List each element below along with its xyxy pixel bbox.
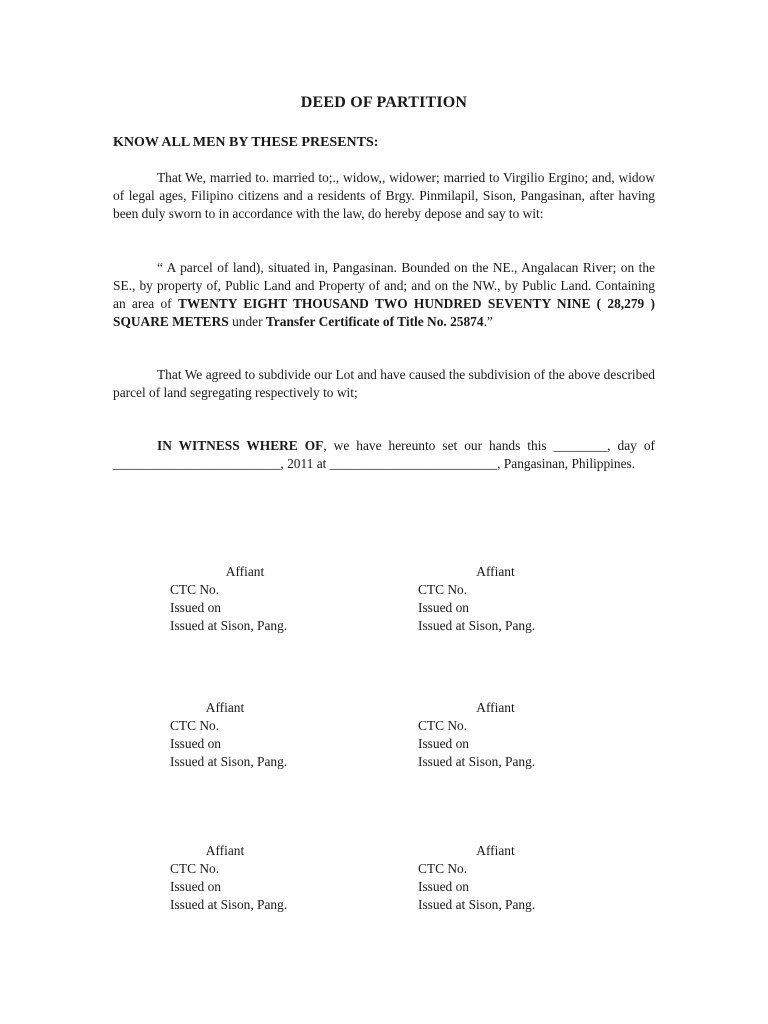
issued-on: Issued on xyxy=(170,600,221,615)
property-text-under: under xyxy=(228,314,266,329)
paragraph-subdivision: That We agreed to subdivide our Lot and have caused the subdivision of the above described parcel of land segregating respectively to wit; xyxy=(113,367,655,400)
affiant-label: Affiant xyxy=(476,564,515,579)
issued-at: Issued at Sison, Pang. xyxy=(418,897,536,912)
issued-at: Issued at Sison, Pang. xyxy=(170,897,288,912)
ctc-number: CTC No. xyxy=(418,582,468,597)
affiant-label: Affiant xyxy=(205,700,245,715)
ctc-number: CTC No. xyxy=(170,718,220,733)
issued-on: Issued on xyxy=(170,736,221,751)
signature-block xyxy=(170,563,320,635)
issued-at: Issued at Sison, Pang. xyxy=(170,618,288,633)
affiant-label: Affiant xyxy=(476,843,515,858)
ctc-number: CTC No. xyxy=(170,861,220,876)
ctc-number: CTC No. xyxy=(170,582,220,597)
issued-on: Issued on xyxy=(418,736,469,751)
paragraph-witness xyxy=(113,437,655,473)
property-text-end: .” xyxy=(483,314,493,329)
ctc-number: CTC No. xyxy=(418,861,468,876)
affiant-label: Affiant xyxy=(205,843,245,858)
paragraph-parties: That We, married to. married to;., widow,, widower; married to Virgilio Ergino; and, widow of legal ages, Filipino citizens and a residents of Brgy. Pinmilapil, Sison, Pangasinan, after having been duly sworn to in accordance with the law, do hereby depose and say to wit: xyxy=(113,170,655,221)
ctc-number: CTC No. xyxy=(418,718,468,733)
witness-lead: IN WITNESS WHERE OF xyxy=(157,438,324,453)
affiant-label: Affiant xyxy=(225,564,265,579)
paragraph-property xyxy=(113,259,655,331)
document-title: DEED OF PARTITION xyxy=(300,94,468,111)
issued-at: Issued at Sison, Pang. xyxy=(418,754,536,769)
issued-on: Issued on xyxy=(418,600,469,615)
document-heading: KNOW ALL MEN BY THESE PRESENTS: xyxy=(113,135,379,150)
property-area: TWENTY EIGHT THOUSAND TWO HUNDRED SEVENTY NINE ( 28,279 ) SQUARE METERS xyxy=(113,296,655,329)
issued-at: Issued at Sison, Pang. xyxy=(170,754,288,769)
issued-at: Issued at Sison, Pang. xyxy=(418,618,536,633)
signature-block xyxy=(418,699,573,771)
witness-text: , we have hereunto set our hands this ________, day of _________________________, 2011 at _________________________, Pangasinan, Philippines. xyxy=(113,438,655,471)
signature-block xyxy=(170,842,288,914)
signature-block xyxy=(418,563,573,635)
issued-on: Issued on xyxy=(418,879,469,894)
property-text: “ A parcel of land), situated in, Pangasinan. Bounded on the NE., Angalacan River; on the SE., by property of, Public Land and Property of and; and on the NW., by Public Land. Containing an area of xyxy=(113,260,655,311)
issued-on: Issued on xyxy=(170,879,221,894)
property-title-number: Transfer Certificate of Title No. 25874 xyxy=(265,314,484,329)
signature-block xyxy=(418,842,573,914)
affiant-label: Affiant xyxy=(476,700,515,715)
signature-block xyxy=(170,699,288,771)
